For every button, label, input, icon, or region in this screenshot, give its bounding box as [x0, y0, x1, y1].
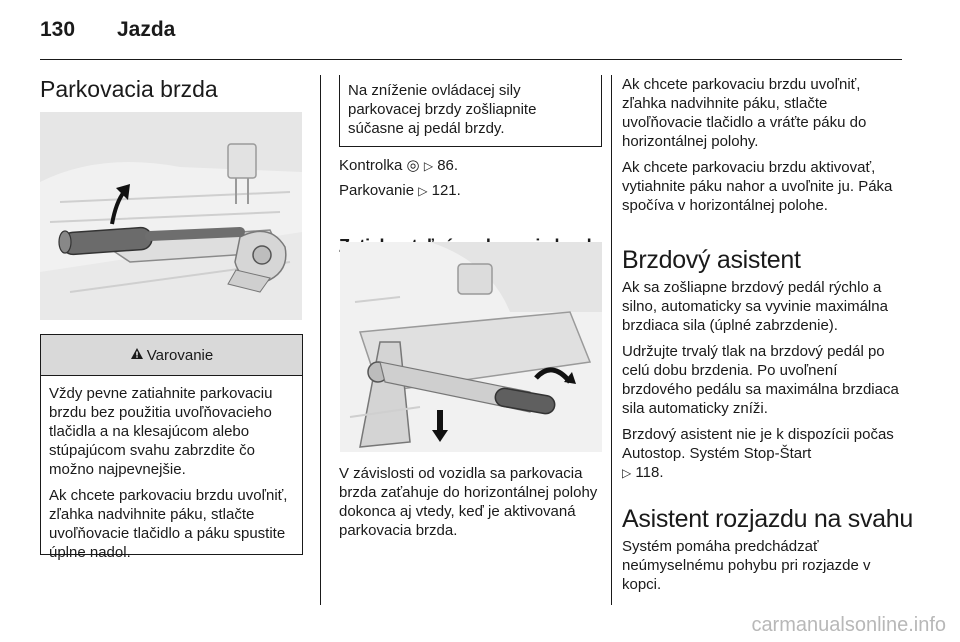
retractable-handbrake-illustration: [340, 242, 602, 452]
page-ref-arrow-icon: ▷: [622, 466, 632, 480]
brake-assist-text: Brzdový asistent nie je k dispozícii počas Autostop. Systém Stop-Štart: [622, 426, 894, 462]
reference-label: Kontrolka: [339, 157, 407, 174]
hill-start-paragraph: [622, 537, 904, 594]
column3-intro: [622, 75, 904, 222]
activate-instructions: Ak chcete parkovaciu brzdu aktivovať, vytiahnite páku nahor a uvoľnite ju. Páka spočíva v horizontálnej polohe.: [622, 159, 893, 214]
brake-assist-paragraph-3: [622, 425, 904, 483]
warning-box: [40, 334, 303, 561]
brake-assist-paragraph-1: Ak sa zošliapne brzdový pedál rýchlo a silno, automaticky sa vyvinie maximálna brzdiaca sila (úplné zabrzdenie).: [622, 279, 888, 334]
page-number: 130: [40, 18, 76, 41]
brake-assist-paragraph-2: Udržujte trvalý tlak na brzdový pedál po celú dobu brzdenia. Po uvoľnení brzdového pedálu sa maximálna brzdiaca sila automaticky zníži.: [622, 343, 899, 417]
brake-assist-section: [622, 278, 904, 490]
header-rule: [40, 59, 902, 60]
reference-page: 121.: [427, 182, 461, 199]
warning-paragraph-1: Vždy pevne zatiahnite parkovaciu brzdu bez použitia uvoľňovacieho tlačidla a na klesajúcom alebo stúpajúcom svahu zabrzdite čo možno najpevnejšie.: [49, 385, 273, 478]
release-instructions: Ak chcete parkovaciu brzdu uvoľniť, zľahka nadvihnite páku, stlačte uvoľňovacie tlačidlo a vráťte páku do horizontálnej polohy.: [622, 76, 867, 150]
retractable-paragraph: [339, 464, 605, 540]
reference-label: Parkovanie: [339, 182, 419, 199]
hill-start-title: Asistent rozjazdu na svahu: [622, 505, 913, 533]
warning-title: Varovanie: [146, 346, 214, 364]
page-ref-arrow-icon: ▷: [418, 184, 428, 198]
note-text: Na zníženie ovládacej sily parkovacej brzdy zošliapnite súčasne aj pedál brzdy.: [348, 82, 537, 137]
brake-assist-title: Brzdový asistent: [622, 246, 801, 274]
section-title: Parkovacia brzda: [40, 76, 218, 102]
handbrake-lever-illustration: [40, 112, 302, 320]
column-divider-1: [320, 75, 321, 605]
note-box: [339, 75, 602, 147]
watermark: carmanualsonline.info: [751, 614, 946, 636]
hill-start-text: Systém pomáha predchádzať neúmyselnému pohybu pri rozjazde v kopci.: [622, 538, 871, 593]
chapter-title: Jazda: [117, 18, 176, 41]
reference-indicator: [339, 156, 604, 176]
reference-page: 86.: [433, 157, 459, 174]
page-ref-arrow-icon: ▷: [423, 159, 434, 173]
warning-paragraph-2: Ak chcete parkovaciu brzdu uvoľniť, zľahka nadvihnite páku, stlačte uvoľňovacie tlačidlo a páku spustite úplne nadol.: [49, 487, 288, 561]
column-divider-2: [611, 75, 612, 605]
reference-parking: [339, 181, 604, 201]
warning-triangle-icon: [130, 347, 144, 364]
reference-page: 118.: [631, 464, 664, 481]
warning-header: [41, 334, 302, 376]
indicator-lamp-icon: ◎: [406, 157, 420, 174]
retractable-text: V závislosti od vozidla sa parkovacia brzda zaťahuje do horizontálnej polohy dokonca aj vtedy, keď je aktivovaná parkovacia brzda.: [339, 465, 598, 539]
